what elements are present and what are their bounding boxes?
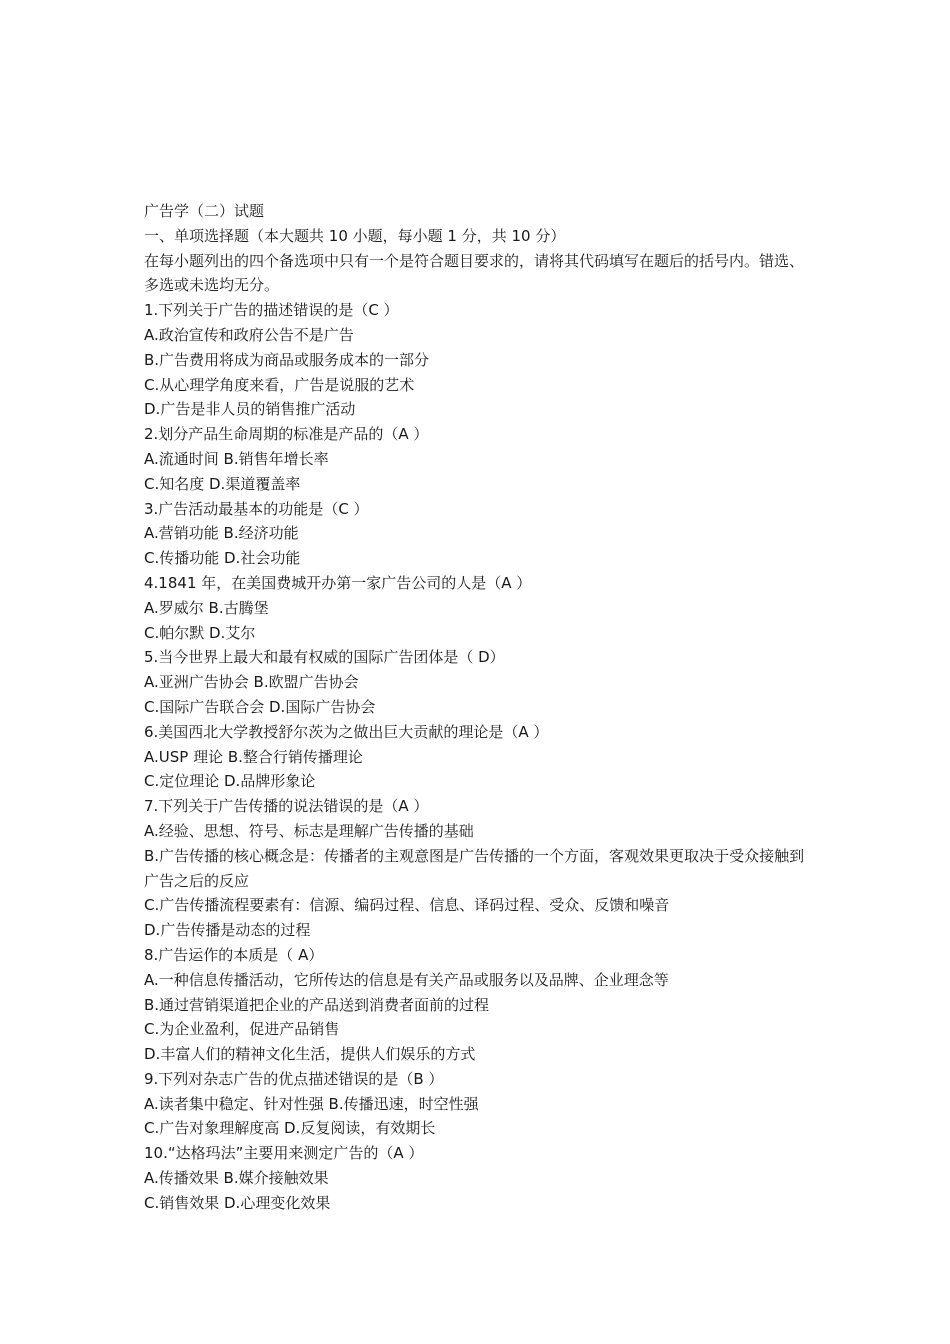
question-option: B.广告传播的核心概念是：传播者的主观意图是广告传播的一个方面，客观效果更取决于受众接触到广告之后的反应 bbox=[144, 846, 805, 890]
document-title: 广告学（二）试题 bbox=[144, 202, 265, 220]
question-option: C.知名度 D.渠道覆盖率 bbox=[144, 474, 301, 493]
question-option: A.亚洲广告协会 B.欧盟广告协会 bbox=[144, 673, 359, 692]
question-stem: 6.美国西北大学教授舒尔茨为之做出巨大贡献的理论是（A ） bbox=[144, 722, 549, 741]
question-stem: 4.1841 年，在美国费城开办第一家广告公司的人是（A ） bbox=[144, 573, 532, 592]
question-stem: 5.当今世界上最大和最有权威的国际广告团体是（ D） bbox=[144, 648, 505, 667]
question-option: C.销售效果 D.心理变化效果 bbox=[144, 1193, 331, 1212]
question-stem: 10.“达格玛法”主要用来测定广告的（A ） bbox=[144, 1144, 424, 1163]
question-option: C.定位理论 D.品牌形象论 bbox=[144, 772, 316, 791]
question-option: C.从心理学角度来看，广告是说服的艺术 bbox=[144, 375, 415, 394]
question-option: B.广告费用将成为商品或服务成本的一部分 bbox=[144, 350, 430, 369]
question-option: D.丰富人们的精神文化生活，提供人们娱乐的方式 bbox=[144, 1045, 476, 1064]
question-option: A.政治宣传和政府公告不是广告 bbox=[144, 325, 354, 344]
question-option: A.经验、思想、符号、标志是理解广告传播的基础 bbox=[144, 821, 474, 840]
question-option: A.读者集中稳定、针对性强 B.传播迅速，时空性强 bbox=[144, 1094, 479, 1113]
question-option: C.广告传播流程要素有：信源、编码过程、信息、译码过程、受众、反馈和噪音 bbox=[144, 896, 670, 915]
question-option: D.广告是非人员的销售推广活动 bbox=[144, 400, 356, 419]
question-option: A.一种信息传播活动，它所传达的信息是有关产品或服务以及品牌、企业理念等 bbox=[144, 970, 669, 989]
question-option: A.营销功能 B.经济功能 bbox=[144, 524, 299, 543]
question-option: A.罗威尔 B.古腾堡 bbox=[144, 598, 269, 617]
question-option: C.广告对象理解度高 D.反复阅读，有效期长 bbox=[144, 1119, 436, 1138]
question-stem: 9.下列对杂志广告的优点描述错误的是（B ） bbox=[144, 1069, 444, 1088]
instructions: 在每小题列出的四个备选项中只有一个是符合题目要求的，请将其代码填写在题后的括号内。错选、多选或未选均无分。 bbox=[144, 251, 805, 295]
question-stem: 2.划分产品生命周期的标准是产品的（A ） bbox=[144, 425, 429, 444]
question-option: C.传播功能 D.社会功能 bbox=[144, 549, 301, 568]
question-option: B.通过营销渠道把企业的产品送到消费者面前的过程 bbox=[144, 995, 490, 1014]
question-stem: 3.广告活动最基本的功能是（C ） bbox=[144, 499, 369, 518]
question-stem: 8.广告运作的本质是（ A） bbox=[144, 945, 324, 964]
question-option: C.国际广告联合会 D.国际广告协会 bbox=[144, 697, 376, 716]
question-option: C.为企业盈利，促进产品销售 bbox=[144, 1020, 340, 1039]
question-option: D.广告传播是动态的过程 bbox=[144, 921, 311, 940]
question-stem: 7.下列关于广告传播的说法错误的是（A ） bbox=[144, 797, 429, 816]
question-option: A.USP 理论 B.整合行销传播理论 bbox=[144, 747, 363, 766]
question-option: A.流通时间 B.销售年增长率 bbox=[144, 449, 329, 468]
question-stem: 1.下列关于广告的描述错误的是（C ） bbox=[144, 301, 399, 320]
question-option: C.帕尔默 D.艾尔 bbox=[144, 623, 256, 642]
section-heading: 一、单项选择题（本大题共 10 小题，每小题 1 分，共 10 分） bbox=[144, 226, 566, 245]
question-option: A.传播效果 B.媒介接触效果 bbox=[144, 1169, 329, 1188]
document-body bbox=[144, 199, 816, 1216]
